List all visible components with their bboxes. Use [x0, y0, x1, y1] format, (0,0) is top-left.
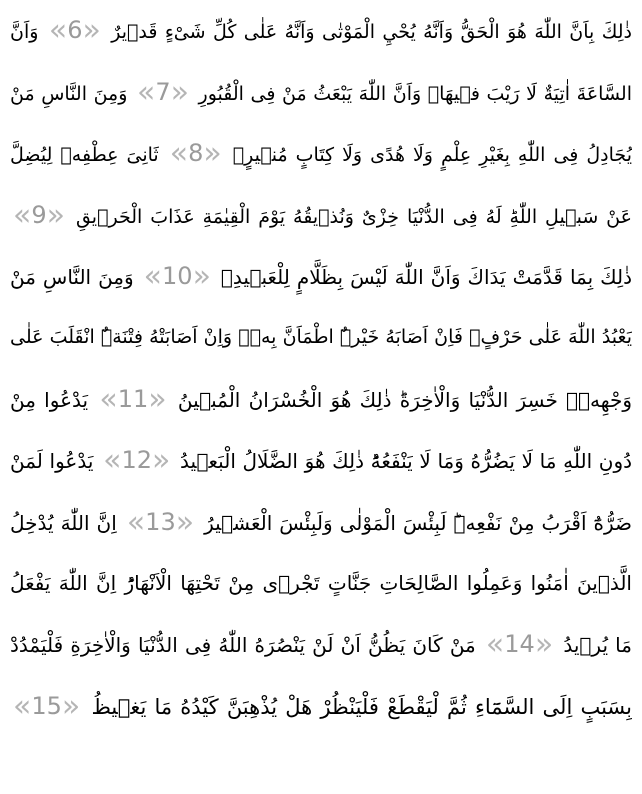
text-line [10, 681, 632, 731]
verse-number-marker [10, 190, 68, 240]
verse-number: 14 [504, 630, 535, 658]
ornate-bracket-right-icon: » [82, 13, 101, 48]
ornate-bracket-left-icon: « [136, 75, 156, 110]
verse-number-marker [46, 5, 104, 55]
verse-number: 9 [31, 201, 47, 229]
ornate-bracket-left-icon: « [143, 259, 163, 294]
ornate-bracket-right-icon: » [175, 505, 195, 540]
verse-text: اِنَّ اللّٰهَ يُدْخِلُ [10, 511, 117, 535]
verse-number-marker [134, 67, 192, 117]
verse-number: 10 [162, 262, 193, 290]
verse-number: 15 [31, 692, 62, 720]
verse-text: وَمِنَ النَّاسِ مَنْ [10, 83, 128, 105]
verse-text: وَمِنَ النَّاسِ مَنْ [10, 265, 134, 289]
text-line [10, 5, 632, 55]
verse-text: مَا يُرٖيدُ [563, 633, 632, 657]
verse-text: ضَرُّهُٓ اَقْرَبُ مِنْ نَفْعِهٖؕ لَبِئْسَ الْمَوْلٰى وَلَبِئْسَ الْعَشٖيرُ [204, 511, 632, 535]
verse-number-marker [100, 435, 173, 485]
ornate-bracket-right-icon: » [534, 627, 554, 662]
verse-text: يَدْعُوا لَمَنْ [10, 449, 94, 473]
verse-text: دُونِ اللّٰهِ مَا لَا يَضُرُّهُ وَمَا لَا يَنْفَعُهُؕ ذٰلِكَ هُوَ الضَّلَالُ الْبَعٖيدُ [180, 449, 632, 473]
text-line [10, 619, 632, 669]
verse-text: يَدْعُوا مِنْ [10, 388, 89, 412]
text-line [10, 312, 632, 362]
verse-text: ثَانِیَ عِطْفِهٖ لِيُضِلَّ [10, 144, 159, 166]
text-line [10, 435, 632, 485]
verse-text: وَجْهِهٖۜ خَسِرَ الدُّنْيَا وَالْاٰخِرَةَؕ ذٰلِكَ هُوَ الْخُسْرَانُ الْمُبٖينُ [177, 388, 632, 412]
ornate-bracket-right-icon: » [192, 259, 211, 294]
verse-number-marker [483, 619, 556, 669]
verse-number: 7 [155, 78, 171, 106]
verse-number: 6 [67, 16, 83, 44]
ornate-bracket-left-icon: « [13, 689, 32, 724]
text-line [10, 190, 632, 240]
ornate-bracket-left-icon: « [103, 443, 122, 478]
text-line [10, 558, 632, 608]
verse-number: 13 [145, 508, 176, 536]
verse-number-marker [124, 497, 197, 547]
verse-number: 8 [188, 139, 204, 167]
verse-number: 12 [121, 446, 152, 474]
ornate-bracket-left-icon: « [99, 382, 118, 417]
ornate-bracket-left-icon: « [169, 136, 189, 171]
verse-number-marker [141, 251, 214, 301]
ornate-bracket-right-icon: » [203, 136, 222, 171]
text-line [10, 128, 632, 178]
ornate-bracket-right-icon: » [148, 382, 167, 417]
verse-number: 11 [117, 385, 149, 413]
ornate-bracket-right-icon: » [151, 443, 171, 478]
verse-text: السَّاعَةَ اٰتِيَةٌ لَا رَيْبَ فٖيهَاۙ وَاَنَّ اللّٰهَ يَبْعَثُ مَنْ فِی الْقُبُورِ [198, 83, 632, 105]
ornate-bracket-right-icon: » [61, 689, 81, 724]
verse-text: ذٰلِكَ بِمَا قَدَّمَتْ يَدَاكَ وَاَنَّ اللّٰهَ لَيْسَ بِظَلَّامٍ لِلْعَبٖيدِۙ [220, 265, 632, 289]
text-line [10, 374, 632, 424]
verse-number-marker [10, 681, 83, 731]
verse-text: يَعْبُدُ اللّٰهَ عَلٰى حَرْفٍۚ فَاِنْ اَصَابَهُ خَيْرٌۨ اطْمَاَنَّ بِهٖۚ وَاِنْ اَصَابَتْهُ فِتْنَةٌۨ انْقَلَبَ عَلٰى [10, 326, 632, 348]
verse-text: عَنْ سَبٖيلِ اللّٰهِؕ لَهُ فِی الدُّنْيَا خِزْیٌ وَنُذٖيقُهُ يَوْمَ الْقِيٰمَةِ عَذَابَ الْحَرٖيقِ [75, 206, 632, 228]
ornate-bracket-left-icon: « [485, 627, 505, 662]
ornate-bracket-right-icon: » [170, 75, 189, 110]
ornate-bracket-left-icon: « [126, 505, 146, 540]
verse-text: مَنْ كَانَ يَظُنُّ اَنْ لَنْ يَنْصُرَهُ اللّٰهُ فِی الدُّنْيَا وَالْاٰخِرَةِ فَلْيَمْدُدْ [10, 633, 476, 657]
text-line [10, 251, 632, 301]
text-line [10, 67, 632, 117]
verse-text: وَاَنَّ [10, 21, 39, 43]
verse-text: ذٰلِكَ بِاَنَّ اللّٰهَ هُوَ الْحَقُّ وَاَنَّهُ يُحْيِ الْمَوْتٰى وَاَنَّهُ عَلٰى كُلِّ شَیْءٍ قَدٖيرٌ [111, 21, 632, 43]
verse-number-marker [167, 128, 225, 178]
ornate-bracket-left-icon: « [48, 13, 68, 48]
verse-number-marker [96, 374, 169, 424]
ornate-bracket-right-icon: » [46, 198, 65, 233]
verse-text: الَّذٖينَ اٰمَنُوا وَعَمِلُوا الصَّالِحَاتِ جَنَّاتٍ تَجْرٖی مِنْ تَحْتِهَا الْاَنْهَارُؕ اِنَّ اللّٰهَ يَفْعَلُ [10, 571, 632, 595]
verse-text: يُجَادِلُ فِی اللّٰهِ بِغَيْرِ عِلْمٍ وَلَا هُدًى وَلَا كِتَابٍ مُنٖيرٍۙ [232, 144, 632, 166]
text-line [10, 497, 632, 547]
verse-text: بِسَبَبٍ اِلَى السَّمَٓاءِ ثُمَّ لْيَقْطَعْ فَلْيَنْظُرْ هَلْ يُذْهِبَنَّ كَيْدُهُ مَا يَغٖيظُ [91, 695, 632, 719]
ornate-bracket-left-icon: « [13, 198, 32, 233]
